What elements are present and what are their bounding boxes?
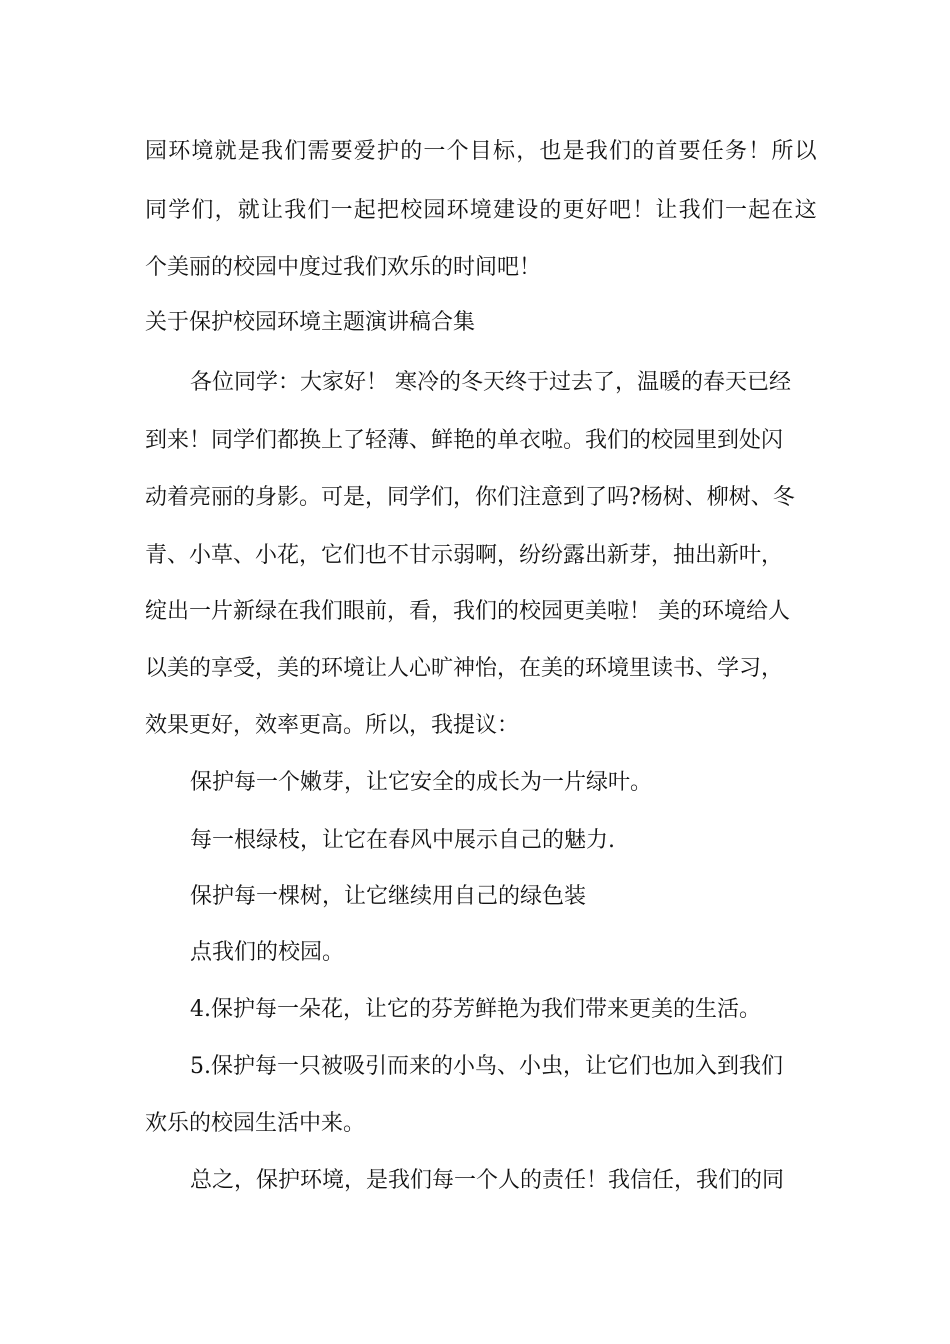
paragraph-line-3: 个美丽的校园中度过我们欢乐的时间吧！ (145, 255, 542, 280)
paragraph-line-10: 以美的享受，美的环境让人心旷神怡，在美的环境里读书、学习， (145, 656, 784, 681)
paragraph-line-2: 同学们，就让我们一起把校园环境建设的更好吧！让我们一起在这 (145, 198, 818, 223)
paragraph-line-9: 绽出一片新绿在我们眼前，看，我们的校园更美啦！ 美的环境给人 (145, 599, 790, 624)
paragraph-line-7: 动着亮丽的身影。可是，同学们，你们注意到了吗?杨树、柳树、冬 (145, 485, 795, 510)
paragraph-line-11: 效果更好，效率更高。所以，我提议： (145, 713, 520, 738)
list-item-5-continuation: 欢乐的校园生活中来。 (145, 1111, 366, 1136)
list-item-2: 每一根绿枝，让它在春风中展示自己的魅力. (190, 828, 615, 853)
list-item-3: 保护每一棵树，让它继续用自己的绿色装 (190, 884, 587, 909)
list-item-1: 保护每一个嫩芽，让它安全的成长为一片绿叶。 (190, 770, 653, 795)
paragraph-line-6: 到来！同学们都换上了轻薄、鲜艳的单衣啦。我们的校园里到处闪 (145, 428, 784, 453)
paragraph-line-1: 园环境就是我们需要爱护的一个目标，也是我们的首要任务！所以 (145, 139, 818, 164)
list-item-3-continuation: 点我们的校园。 (190, 940, 345, 965)
paragraph-line-8: 青、小草、小花，它们也不甘示弱啊，纷纷露出新芽，抽出新叶， (145, 543, 784, 568)
section-title: 关于保护校园环境主题演讲稿合集 (145, 310, 476, 335)
list-item-5: 5.保护每一只被吸引而来的小鸟、小虫，让它们也加入到我们 (190, 1054, 783, 1079)
paragraph-line-5: 各位同学：大家好！ 寒冷的冬天终于过去了，温暖的春天已经 (190, 370, 791, 395)
list-item-4: 4.保护每一朵花，让它的芬芳鲜艳为我们带来更美的生活。 (190, 997, 761, 1022)
conclusion-line: 总之，保护环境，是我们每一个人的责任！我信任，我们的同 (190, 1168, 785, 1193)
